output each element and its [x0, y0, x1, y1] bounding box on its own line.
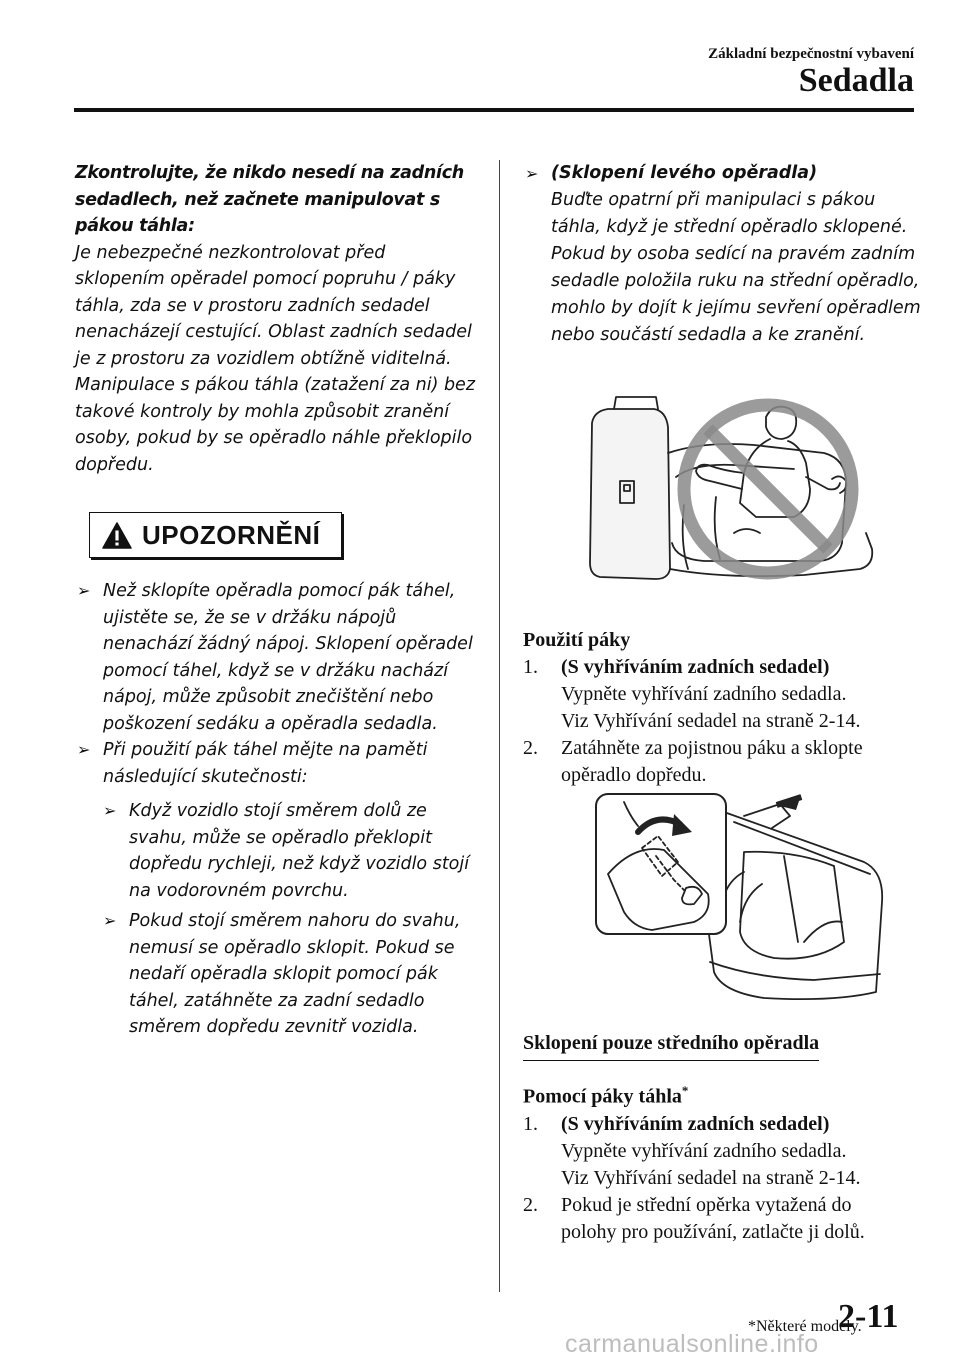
warning-triangle-icon	[102, 522, 132, 549]
column-divider	[499, 160, 500, 1292]
caution-list	[75, 578, 485, 1045]
arrow-bullet-icon: ➢	[103, 801, 117, 820]
lever-subheading: Pomocí páky táhla	[523, 1085, 682, 1108]
list-item: ➢ Když vozidlo stojí směrem dolů ze svahu, může se opěradlo překlopit dopředu rychleji, než když vozidlo stojí na vodorovném povrchu.	[101, 798, 485, 904]
usage-title: Použití páky	[523, 629, 631, 651]
caution-box	[89, 512, 342, 558]
list-item: ➢ Při použití pák táhel mějte na paměti následující skutečnosti:	[75, 737, 485, 790]
lever-pull-illustration	[594, 792, 904, 1004]
arrow-bullet-icon: ➢	[525, 164, 539, 183]
arrow-bullet-icon: ➢	[103, 911, 117, 930]
list-item: ➢ Pokud stojí směrem nahoru do svahu, nemusí se opěradlo sklopit. Pokud se nedaří opěradla sklopit pomocí pák táhel, zatáhněte za zadní sedadlo směrem dopředu zevnitř vozidla.	[101, 908, 485, 1041]
section-heading: Sklopení pouze středního opěradla	[523, 1030, 819, 1061]
warning-heading: Zkontrolujte, že nikdo nesedí na zadních sedadlech, než začnete manipulovat s pákou táhla:	[75, 163, 464, 236]
watermark: carmanualsonline.info	[565, 1330, 819, 1358]
header-rule	[74, 108, 914, 112]
usage-section: Použití páky 1. (S vyhříváním zadních sedadel) Vypněte vyhřívání zadního sedadla. Viz Vyhřívání sedadel na straně 2-14. 2. Zatáhněte za pojistnou páku a sklopte opěradlo dopředu.	[523, 627, 923, 789]
page-number: 2-11	[838, 1298, 899, 1335]
no-hand-on-seat-illustration	[584, 393, 890, 615]
caution-label: UPOZORNĚNÍ	[142, 519, 321, 550]
step-1-heading: (S vyhříváním zadních sedadel)	[561, 656, 830, 678]
warning-body: Je nebezpečné nezkontrolovat před sklopením opěradel pomocí popruhu / páky táhla, zda se v prostoru zadních sedadel nenacházejí cestující. Oblast zadních sedadel je z prostoru za vozidlem obtížně viditelná. Manipulace s pákou táhla (zatažení za ni) bez takové kontroly by mohla způsobit zranění osoby, pokud by se opěradlo náhle překlopilo dopředu.	[75, 242, 476, 475]
center-backrest-section: Sklopení pouze středního opěradla Pomocí páky táhla* 1. (S vyhříváním zadních sedadel) Vypněte vyhřívání zadního sedadla. Viz Vyhřívání sedadel na straně 2-14. 2. Pokud je střední opěrka vytažená do polohy pro používání, zatlačte ji dolů.	[523, 1032, 865, 1243]
section-header: Základní bezpečnostní vybavení	[708, 46, 914, 62]
warning-block	[75, 160, 480, 478]
list-item: ➢ Než sklopíte opěradla pomocí pák táhel, ujistěte se, že se v držáku nápojů nenachází žádný nápoj. Sklopení opěradel pomocí táhel, když se v držáku nachází nápoj, může způsobit znečištění nebo poškození sedáku a opěradla sedadla.	[75, 578, 485, 737]
note-heading: (Sklopení levého opěradla)	[551, 163, 818, 183]
arrow-bullet-icon: ➢	[77, 581, 91, 600]
note-body: Buďte opatrní při manipulaci s pákou táhla, když je střední opěradlo sklopené. Pokud by osoba sedící na pravém zadním sedadle položila ruku na střední opěradlo, mohlo by dojít k jejímu sevření opěradlem nebo součástí sedadla a ke zranění.	[551, 190, 921, 345]
sub-list	[75, 798, 485, 1041]
footnote: *Některé modely.	[748, 1318, 862, 1335]
list-item	[523, 160, 923, 187]
note-block	[523, 160, 923, 349]
page-title: Sedadla	[798, 62, 914, 99]
arrow-bullet-icon: ➢	[77, 740, 91, 759]
